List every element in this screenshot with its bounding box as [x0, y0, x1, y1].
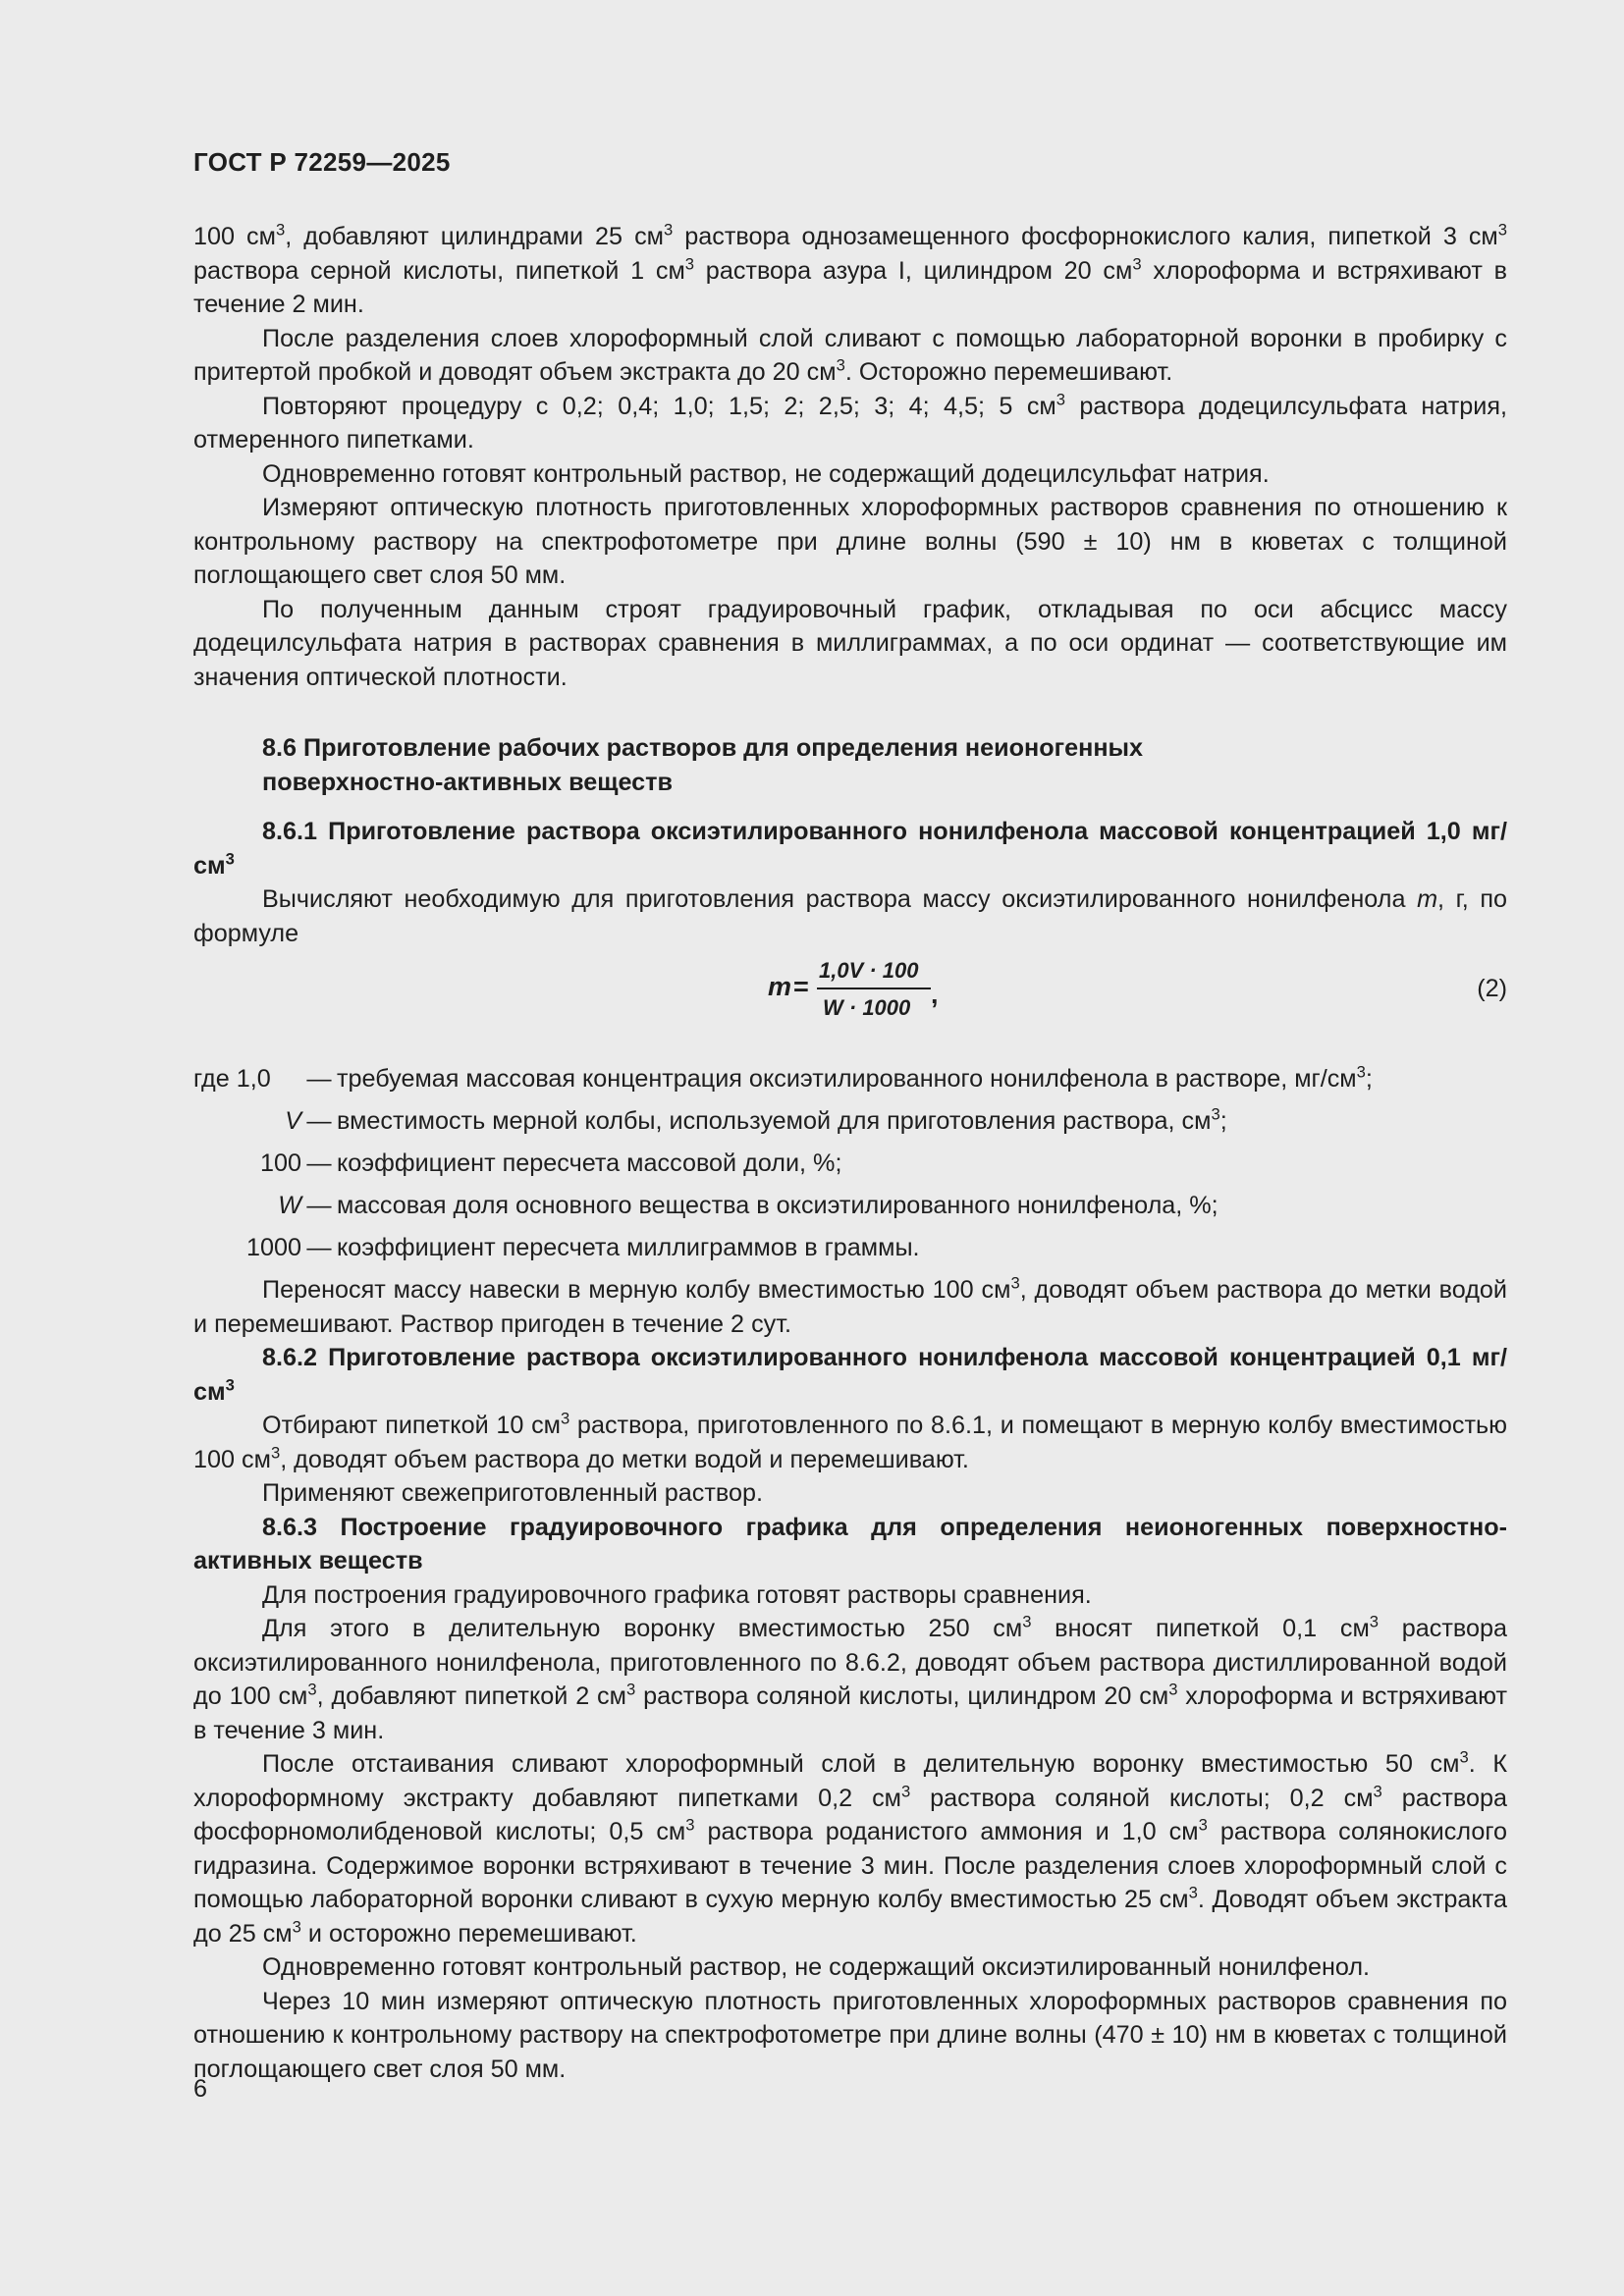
formula-comma: , — [931, 980, 939, 1009]
section-8-6-3-heading: 8.6.3 Построение градуировочного графика для определения неионогенных поверхностно-активных веществ — [193, 1513, 1507, 1575]
paragraph-14: Одновременно готовят контрольный раствор, не содержащий оксиэтилированный нонилфенол. — [262, 1953, 1371, 1981]
section-8-6-1-heading: 8.6.1 Приготовление раствора оксиэтилированного нонилфенола массовой концентрацией 1,0 $мг/см^3$ — [193, 818, 1507, 880]
paragraph-6: По полученным данным строят градуировочный график, откладывая по оси абсцисс массу додецилсульфата натрия в растворах сравнения в миллиграммах, а по оси ординат — соответствующие им значения оптической плотности. — [193, 595, 1507, 691]
formula-equals: = — [793, 972, 809, 1001]
paragraph-13: После отстаивания сливают хлороформный слой в делительную воронку вместимостью 50 $см^3$. К хлороформному экстракту добавляют пипетками 0,2 $см^3$ раствора соляной кислоты; 0,2 $см^3$ раствора фосфорномолибденовой кислоты; 0,5 $см^3$ раствора роданистого аммония и 1,0 $см^3$ раствора солянокислого гидразина. Содержимое воронки встряхивают в течение 3 мин. После разделения слоев хлороформный слой с помощью лабораторной воронки сливают в сухую мерную колбу вместимостью 25 $см^3$. Доводят объем экстракта до 25 $см^3$ и осторожно перемешивают. — [193, 1747, 1507, 1948]
paragraph-2: После разделения слоев хлороформный слой сливают с помощью лабораторной воронки в пробирку с притертой пробкой и доводят объем экстракта до 20 $см^3$. Осторожно перемешивают. — [193, 324, 1507, 386]
paragraph-3: Повторяют процедуру с 0,2; 0,4; 1,0; 1,5; 2; 2,5; 3; 4; 4,5; 5 $см^3$ раствора додецилсульфата натрия, отмеренного пипетками. — [193, 390, 1507, 454]
document-body — [193, 220, 1507, 2086]
fraction-bar — [817, 988, 931, 989]
paragraph-11: Для построения градуировочного графика готовят растворы сравнения. — [262, 1580, 1092, 1609]
formula-2 — [193, 958, 1507, 1035]
section-8-6-2-heading: 8.6.2 Приготовление раствора оксиэтилированного нонилфенола массовой концентрацией 0,1 $мг/см^3$ — [193, 1344, 1507, 1406]
formula-numerator: 1,0V · 100 — [819, 958, 919, 983]
formula-denominator: W · 1000 — [823, 995, 911, 1020]
legend-row: W — массовая доля основного вещества в оксиэтилированного нонилфенола, %; — [278, 1192, 1218, 1219]
paragraph-1: 100 $см^3$, добавляют цилиндрами 25 $см^3$ раствора однозамещенного фосфорнокислого калия, пипеткой 3 $см^3$ раствора серной кислоты, пипеткой 1 $см^3$ раствора азура I, цилиндром 20 $см^3$ хлороформа и встряхивают в течение 2 мин. — [193, 220, 1507, 318]
paragraph-5: Измеряют оптическую плотность приготовленных хлороформных растворов сравнения по отношению к контрольному раствору на спектрофотометре при длине волны (590 ± 10) нм в кюветах с толщиной поглощающего свет слоя 50 мм. — [193, 494, 1507, 589]
equation-number: (2) — [1477, 975, 1507, 1002]
legend-row: 1000 — коэффициент пересчета миллиграммов в граммы. — [245, 1234, 920, 1261]
paragraph-7: Вычисляют необходимую для приготовления раствора массу оксиэтилированного нонилфенола m, г, по формуле — [193, 885, 1507, 947]
paragraph-4: Одновременно готовят контрольный раствор, не содержащий додецилсульфат натрия. — [262, 459, 1270, 488]
legend-row: где 1,0 — требуемая массовая концентрация оксиэтилированного нонилфенола в растворе, $мг/см^3$; — [193, 1062, 1373, 1093]
legend-row: V — вместимость мерной колбы, используемой для приготовления раствора, $см^3$; — [285, 1104, 1227, 1135]
paragraph-8: Переносят массу навески в мерную колбу вместимостью 100 $см^3$, доводят объем раствора до метки водой и перемешивают. Раствор пригоден в течение 2 сут. — [193, 1273, 1507, 1338]
paragraph-15: Через 10 мин измеряют оптическую плотность приготовленных хлороформных растворов сравнения по отношению к контрольному раствору на спектрофотометре при длине волны (470 ± 10) нм в кюветах с толщиной поглощающего свет слоя 50 мм. — [193, 1987, 1507, 2083]
document-header: ГОСТ Р 72259—2025 — [193, 147, 451, 177]
legend-row: 100 — коэффициент пересчета массовой доли, %; — [259, 1149, 842, 1177]
section-8-6-heading: 8.6 Приготовление рабочих растворов для определения неионогенных поверхностно-активных веществ — [262, 734, 1144, 796]
paragraph-10: Применяют свежеприготовленный раствор. — [262, 1479, 764, 1507]
formula-legend — [193, 1062, 1507, 1273]
page-number: 6 — [193, 2075, 208, 2103]
paragraph-9: Отбирают пипеткой 10 $см^3$ раствора, приготовленного по 8.6.1, и помещают в мерную колбу вместимостью 100 $см^3$, доводят объем раствора до метки водой и перемешивают. — [193, 1409, 1507, 1473]
paragraph-12: Для этого в делительную воронку вместимостью 250 $см^3$ вносят пипеткой 0,1 $см^3$ раствора оксиэтилированного нонилфенола, приготовленного по 8.6.2, доводят объем раствора дистиллированной водой до 100 $см^3$, добавляют пипеткой 2 $см^3$ раствора соляной кислоты, цилиндром 20 $см^3$ хлороформа и встряхивают в течение 3 мин. — [193, 1612, 1507, 1744]
formula-lhs: m — [768, 972, 792, 1001]
